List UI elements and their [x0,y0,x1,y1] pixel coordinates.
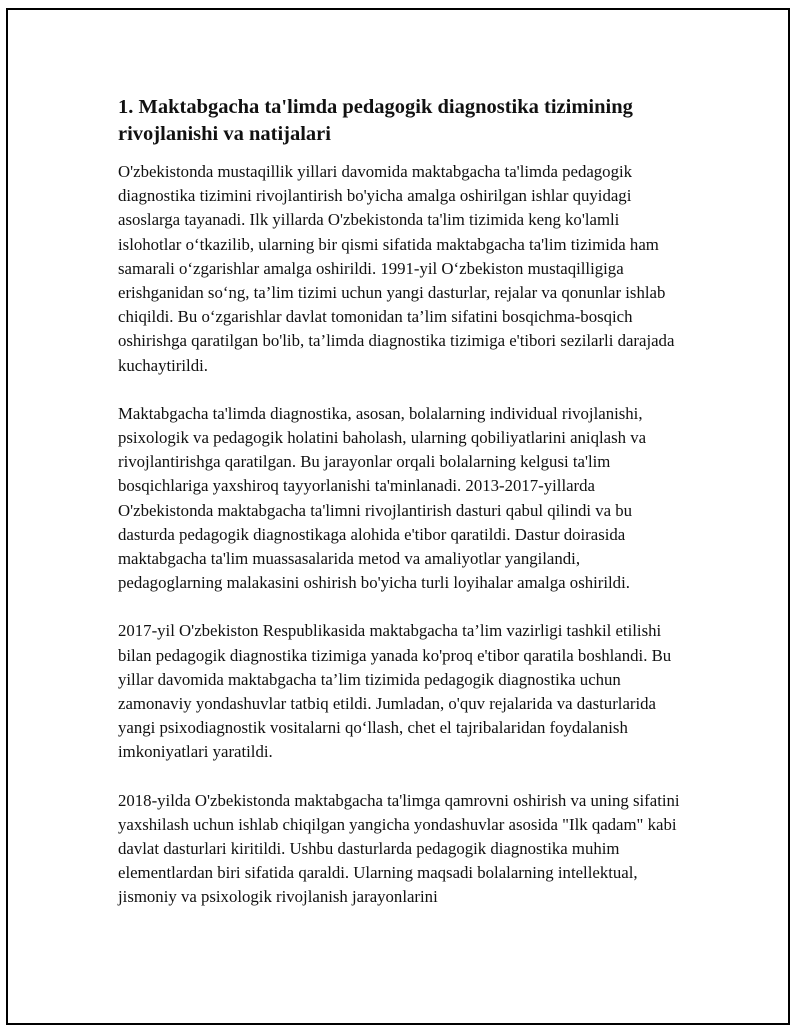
section-title: 1. Maktabgacha ta'limda pedagogik diagnostika tizimining rivojlanishi va natijalari [118,96,633,145]
paragraph-2: Maktabgacha ta'limda diagnostika, asosan, bolalarning individual rivojlanishi, psixologik va pedagogik holatini baholash, ularning qobiliyatlarini aniqlash va rivojlantirishga qaratilgan. Bu jarayonlar orqali bolalarning kelgusi ta'lim bosqichlariga yaxshiroq tayyorlanishi ta'minlanadi. 2013-2017-yillarda O'zbekistonda maktabgacha ta'limni rivojlantirish dasturi qabul qilindi va bu dasturda pedagogik diagnostikaga alohida e'tibor qaratildi. Dastur doirasida maktabgacha ta'lim muassasalarida metod va amaliyotlar yangilandi, pedagoglarning malakasini oshirish bo'yicha turli loyihalar amalga oshirildi. [118,403,647,593]
paragraph-4: 2018-yilda O'zbekistonda maktabgacha ta'limga qamrovni oshirish va uning sifatini yaxshilash uchun ishlab chiqilgan yangicha yondashuvlar asosida "Ilk qadam" kabi davlat dasturlari kiritildi. Ushbu dasturlarda pedagogik diagnostika muhim elementlardan biri sifatida qaraldi. Ularning maqsadi bolalarning intellektual, jismoniy va psixologik rivojlanish jarayonlarini [118,790,680,907]
paragraph-3: 2017-yil O'zbekiston Respublikasida maktabgacha ta’lim vazirligi tashkil etilishi bilan pedagogik diagnostika tizimiga yanada ko'proq e'tibor qaratila boshlandi. Bu yillar davomida maktabgacha ta’lim tizimida pedagogik diagnostika uchun zamonaviy yondashuvlar tatbiq etildi. Jumladan, o'quv rejalarida va dasturlarida yangi psixodiagnostik vositalarni qo‘llash, chet el tajribalaridan foydalanish imkoniyatlari yaratildi. [118,621,672,762]
document-body [118,94,686,934]
paragraph-1: O'zbekistonda mustaqillik yillari davomida maktabgacha ta'limda pedagogik diagnostika tizimini rivojlantirish bo'yicha amalga oshirilgan ishlar quyidagi asoslarga tayanadi. Ilk yillarda O'zbekistonda ta'lim tizimida keng ko'lamli islohotlar o‘tkazilib, ularning bir qismi sifatida maktabgacha ta'lim tizimida ham samarali o‘zgarishlar amalga oshirildi. 1991-yil O‘zbekiston mustaqilligiga erishganidan so‘ng, ta’lim tizimi uchun yangi dasturlar, rejalar va qonunlar ishlab chiqildi. Bu o‘zgarishlar davlat tomonidan ta’lim sifatini bosqichma-bosqich oshirishga qaratilgan bo'lib, ta’limda diagnostika tizimiga e'tibori sezilarli darajada kuchaytirildi. [118,162,675,375]
